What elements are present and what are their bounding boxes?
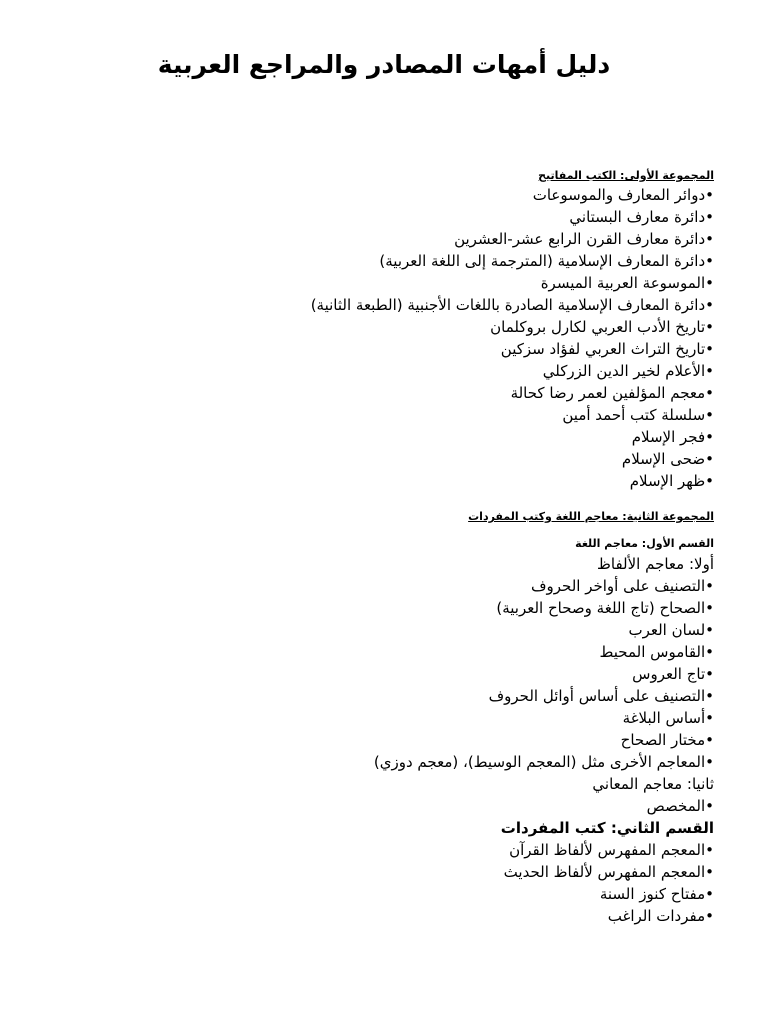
list-item: •المخصص: [646, 797, 714, 815]
list-item: •مختار الصحاح: [620, 731, 714, 749]
list-item: •المعاجم الأخرى مثل (المعجم الوسيط)، (معجم دوزي): [373, 753, 714, 771]
list-item: •التصنيف على أساس أوائل الحروف: [488, 687, 714, 705]
list-item: •أساس البلاغة: [622, 709, 714, 727]
list-item: •ظهر الإسلام: [629, 472, 714, 490]
list-item: •تاريخ التراث العربي لفؤاد سزكين: [500, 340, 714, 358]
list-item: •ضحى الإسلام: [621, 450, 714, 468]
list-item: •الصحاح (تاج اللغة وصحاح العربية): [496, 599, 714, 617]
section2-list: [194, 839, 714, 927]
list-item: •دائرة معارف البستاني: [569, 208, 714, 226]
group1-list: [194, 184, 714, 492]
group1-heading: المجموعة الأولى: الكتب المفاتيح: [538, 169, 714, 182]
section1-first-label: أولا: معاجم الألفاظ: [597, 555, 714, 573]
group2-heading: المجموعة الثانية: معاجم اللغة وكتب المفردات: [468, 510, 714, 523]
section1-heading: القسم الأول: معاجم اللغة: [575, 537, 714, 550]
section1-second-label: ثانيا: معاجم المعاني: [592, 775, 714, 793]
list-item: •فجر الإسلام: [631, 428, 714, 446]
list-item: •دوائر المعارف والموسوعات: [532, 186, 714, 204]
list-item: •الموسوعة العربية الميسرة: [540, 274, 714, 292]
list-item: •دائرة المعارف الإسلامية الصادرة باللغات الأجنبية (الطبعة الثانية): [310, 296, 714, 314]
list-item: •دائرة المعارف الإسلامية (المترجمة إلى اللغة العربية): [379, 252, 714, 270]
list-item: •دائرة معارف القرن الرابع عشر-العشرين: [454, 230, 714, 248]
list-item: •سلسلة كتب أحمد أمين: [562, 406, 714, 424]
list-item: •تاريخ الأدب العربي لكارل بروكلمان: [490, 318, 714, 336]
list-item: •تاج العروس: [632, 665, 714, 683]
list-item: •المعجم المفهرس لألفاظ القرآن: [509, 841, 714, 859]
section1-first-list: [194, 575, 714, 773]
list-item: •مفردات الراغب: [607, 907, 714, 925]
list-item: •المعجم المفهرس لألفاظ الحديث: [503, 863, 714, 881]
list-item: •التصنيف على أواخر الحروف: [530, 577, 714, 595]
section1-second-list: [194, 795, 714, 817]
list-item: •القاموس المحيط: [599, 643, 714, 661]
document-body: [194, 168, 714, 927]
section2-heading: القسم الثاني: كتب المفردات: [500, 819, 714, 837]
document-title: دليل أمهات المصادر والمراجع العربية: [157, 50, 611, 79]
list-item: •معجم المؤلفين لعمر رضا كحالة: [510, 384, 714, 402]
list-item: •الأعلام لخير الدين الزركلي: [542, 362, 714, 380]
list-item: •لسان العرب: [628, 621, 714, 639]
list-item: •مفتاح كنوز السنة: [599, 885, 714, 903]
